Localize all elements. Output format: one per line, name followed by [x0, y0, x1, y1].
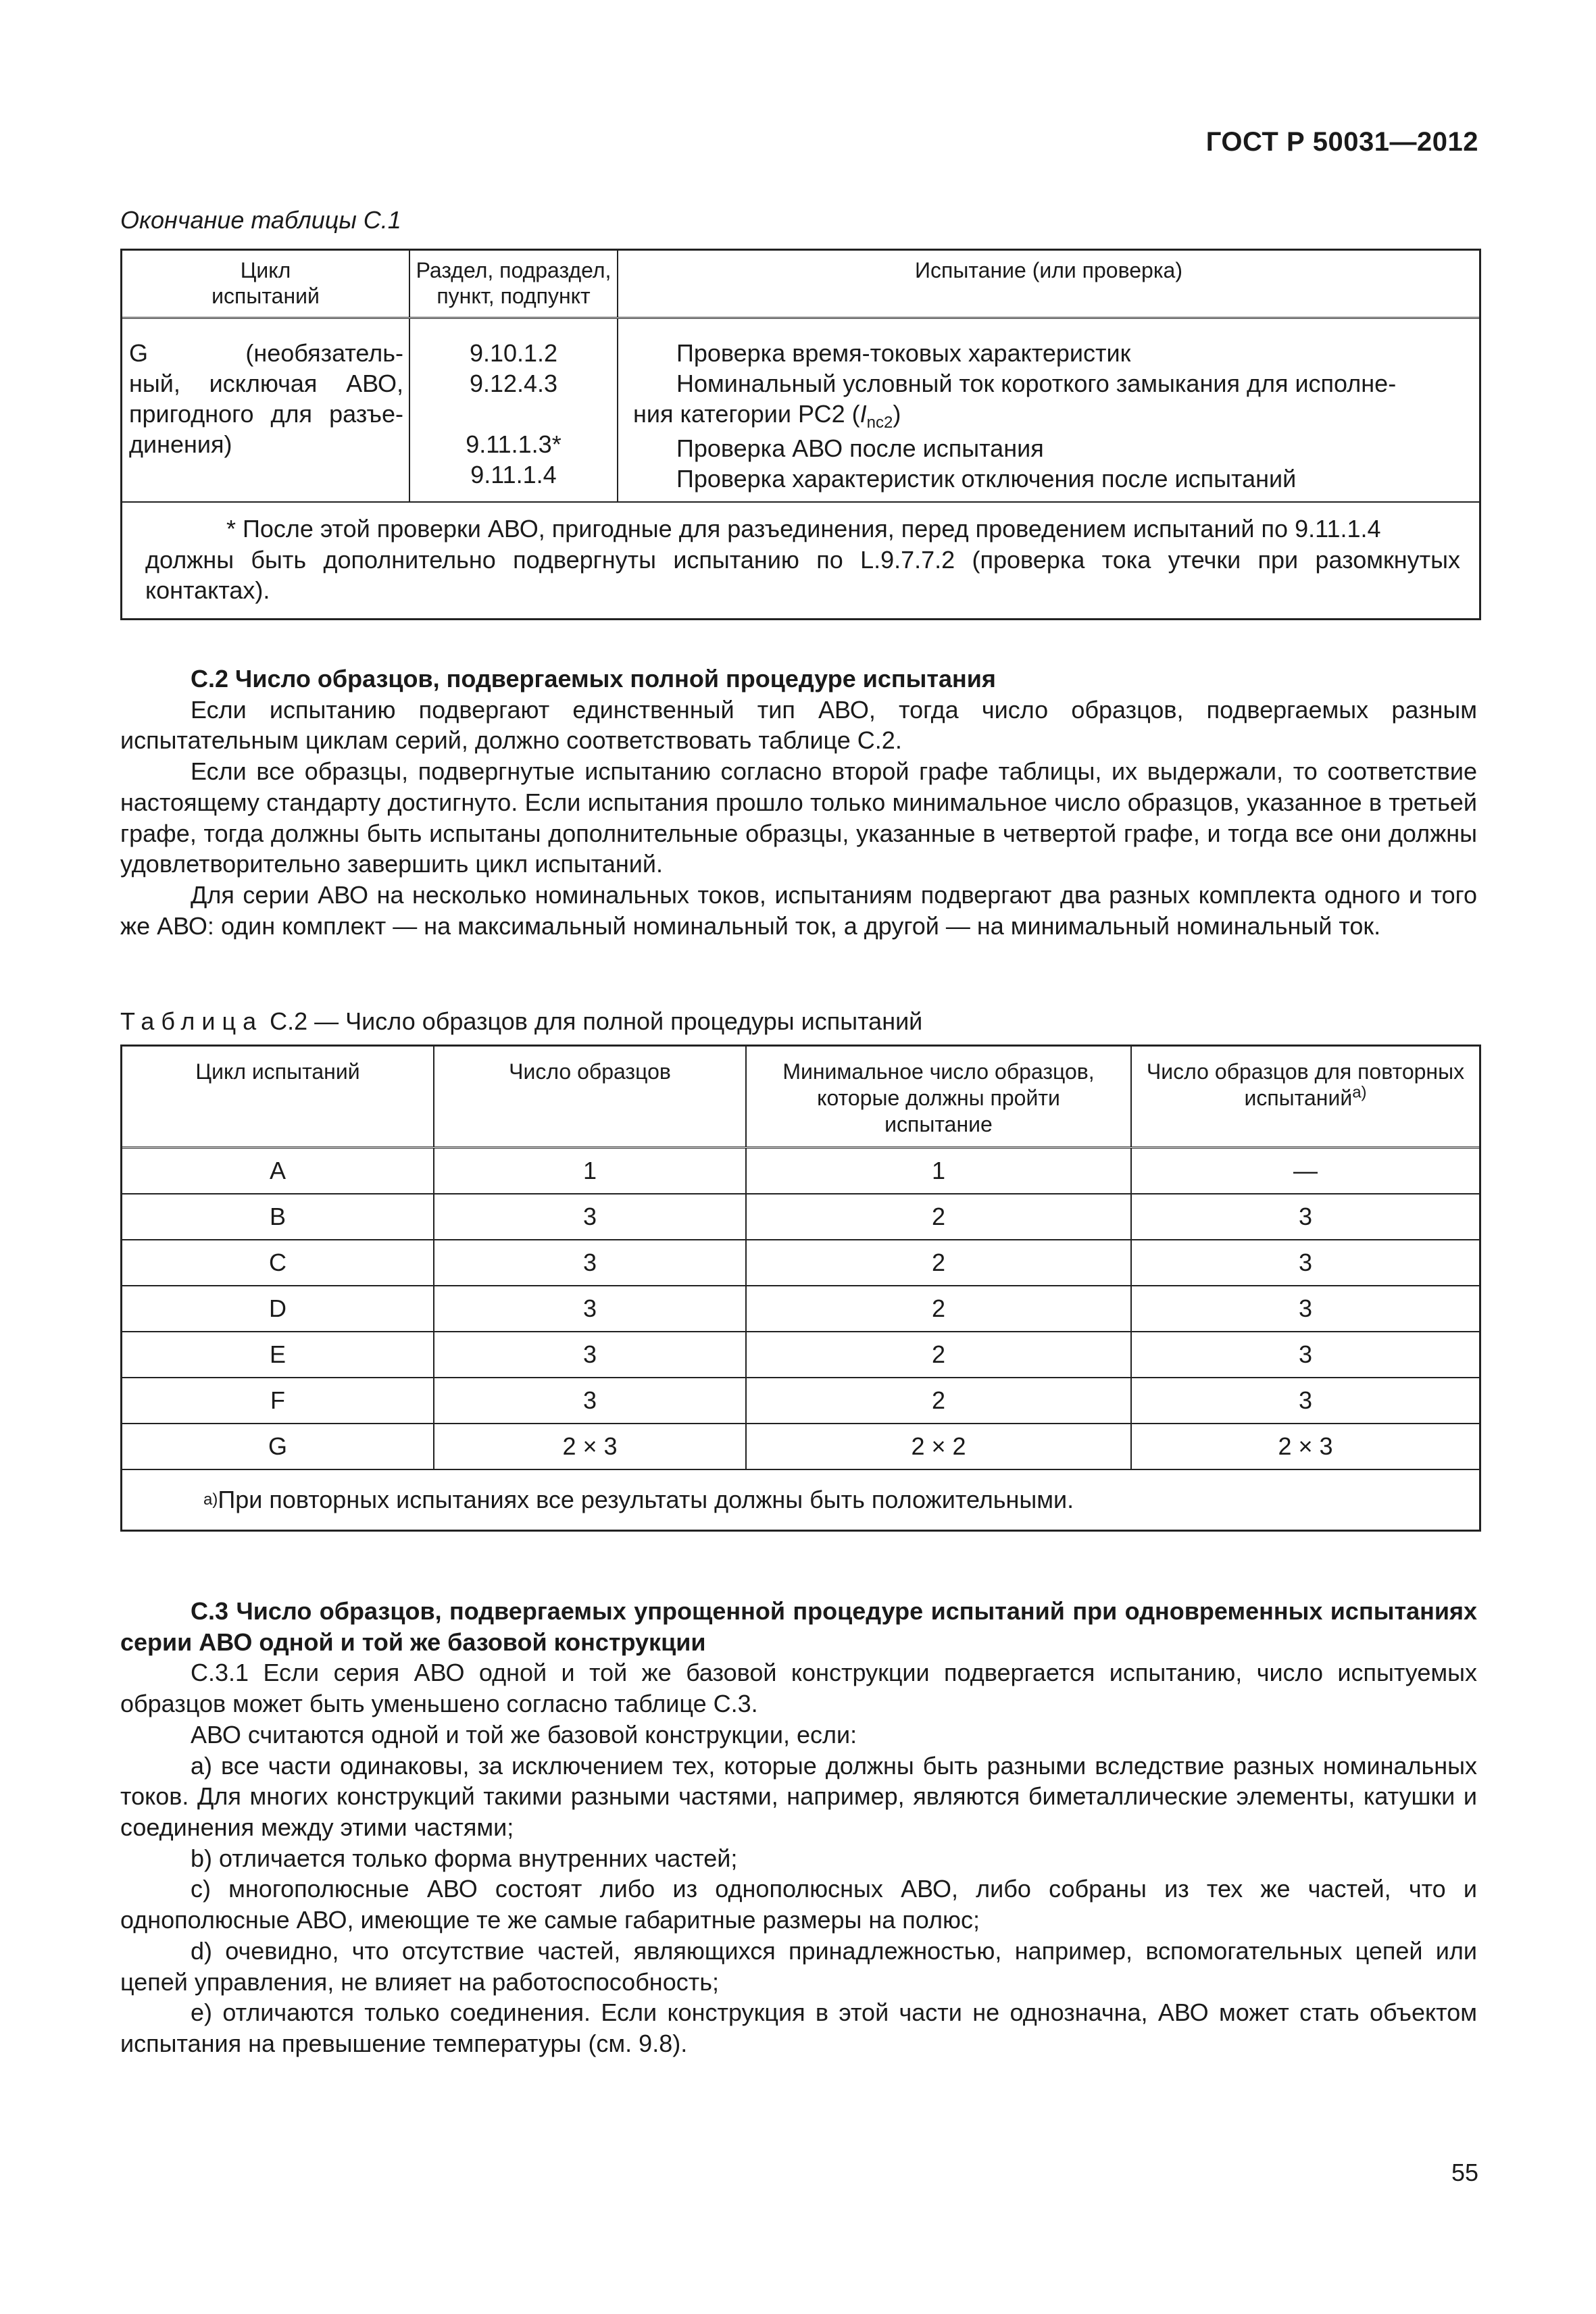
- list-item: е) отличаются только соединения. Если конструкция в этой части не однозначна, АВО может стать объектом испытания на превышение температуры (см. 9.8).: [120, 1998, 1477, 2058]
- section-c2-paragraph: Для серии АВО на несколько номинальных токов, испытаниям подвергают два разных комплекта одного и того же АВО: один комплект — на максимальный номинальный ток, а другой — на минимальный номинальный ток.: [120, 881, 1477, 940]
- table-c1-header-row: [122, 251, 1479, 319]
- table-row: F 3 2 3: [122, 1378, 1479, 1424]
- list-item: b) отличается только форма внутренних частей;: [191, 1844, 738, 1872]
- table-c2-caption: Таблица С.2 — Число образцов для полной процедуры испытаний: [120, 1007, 923, 1035]
- table-c1-note: * После этой проверки АВО, пригодные для разъединения, перед проведением испытаний по 9.11.1.4 должны быть дополнительно подвергнуты испытанию по L.9.7.7.2 (проверка тока утечки при разомкнутых контактах).: [145, 515, 1460, 605]
- section-c2-title: С.2 Число образцов, подвергаемых полной процедуре испытания: [191, 665, 996, 693]
- list-item: c) многополюсные АВО состоят либо из однополюсных АВО, либо собраны из тех же частей, что и однополюсные АВО, имеющие те же самые габаритные размеры на полюс;: [120, 1875, 1477, 1934]
- section-c3-title: С.3 Число образцов, подвергаемых упрощенной процедуре испытаний при одновременных испытаниях серии АВО одной и той же базовой конструкции: [120, 1597, 1477, 1656]
- table-c2-header-row: [122, 1047, 1479, 1149]
- table-row: B 3 2 3: [122, 1194, 1479, 1240]
- table-c2-header-min-samples: Минимальное число образцов, которые должны пройти испытание: [747, 1047, 1132, 1147]
- table-c1-header-test: Испытание (или проверка): [915, 258, 1182, 282]
- table-c1-clause-cell: 9.10.1.2 9.12.4.3 9.11.1.3* 9.11.1.4: [410, 319, 618, 501]
- table-c1-caption: Окончание таблицы С.1: [120, 206, 401, 234]
- section-c3-paragraph: АВО считаются одной и той же базовой конструкции, если:: [191, 1720, 857, 1749]
- table-c1-cycle-cell: G (необязатель- ный, исключая АВО, пригодного для разъе- динения): [122, 319, 410, 501]
- table-c1: [120, 249, 1481, 620]
- table-c2-footnote: а) При повторных испытаниях все результаты должны быть положительными.: [203, 1485, 1074, 1513]
- table-row: A 1 1 —: [122, 1149, 1479, 1194]
- section-c2-paragraph: Если все образцы, подвергнутые испытанию согласно второй графе таблицы, их выдержали, то соответствие настоящему стандарту достигнуто. Если испытания прошло только минимальное число образцов, указанное в третьей графе, тогда должны быть испытаны дополнительные образцы, указанные в четвертой графе, и тогда все они должны удовлетворительно завершить цикл испытаний.: [120, 757, 1477, 878]
- table-c2-header-repeat-samples: Число образцов для повторных испытаний$^{а)}$: [1146, 1059, 1465, 1111]
- table-c2-header-cycle: Цикл испытаний: [122, 1047, 434, 1147]
- section-c3-paragraph: С.3.1 Если серия АВО одной и той же базовой конструкции подвергается испытанию, число испытуемых образцов может быть уменьшено согласно таблице С.3.: [120, 1659, 1477, 1718]
- section-c3: [120, 1596, 1477, 2059]
- section-c2-paragraph: Если испытанию подвергают единственный тип АВО, тогда число образцов, подвергаемых разным испытательным циклам серий, должно соответствовать таблице С.2.: [120, 695, 1477, 755]
- table-row: C 3 2 3: [122, 1240, 1479, 1286]
- table-c1-header-clause: Раздел, подраздел, пункт, подпункт: [410, 251, 618, 317]
- table-c1-row: [122, 319, 1479, 503]
- table-row: G 2 × 3 2 × 2 2 × 3: [122, 1424, 1479, 1470]
- table-c2-header-samples: Число образцов: [434, 1047, 747, 1147]
- list-item: d) очевидно, что отсутствие частей, являющихся принадлежностью, например, вспомогательных цепей или цепей управления, не влияет на работоспособность;: [120, 1936, 1477, 1996]
- table-c1-header-cycle: Цикл испытаний: [122, 251, 410, 317]
- table-row: E 3 2 3: [122, 1332, 1479, 1378]
- table-c1-test-cell: Проверка время-токовых характеристик Номинальный условный ток короткого замыкания для исполне- ния категории РС2 $(I_{nc2})$ Проверка АВО после испытания Проверка характеристик отключения после испытаний: [633, 339, 1397, 493]
- list-item: а) все части одинаковы, за исключением тех, которые должны быть разными вследствие разных номинальных токов. Для многих конструкций такими разными частями, например, являются биметаллические элементы, катушки и соединения между этими частями;: [120, 1751, 1477, 1842]
- table-c2: [120, 1045, 1481, 1532]
- document-id-header: ГОСТ Р 50031—2012: [1205, 127, 1478, 157]
- page-number: 55: [1451, 2159, 1478, 2186]
- section-c2: [120, 663, 1477, 941]
- table-row: D 3 2 3: [122, 1286, 1479, 1332]
